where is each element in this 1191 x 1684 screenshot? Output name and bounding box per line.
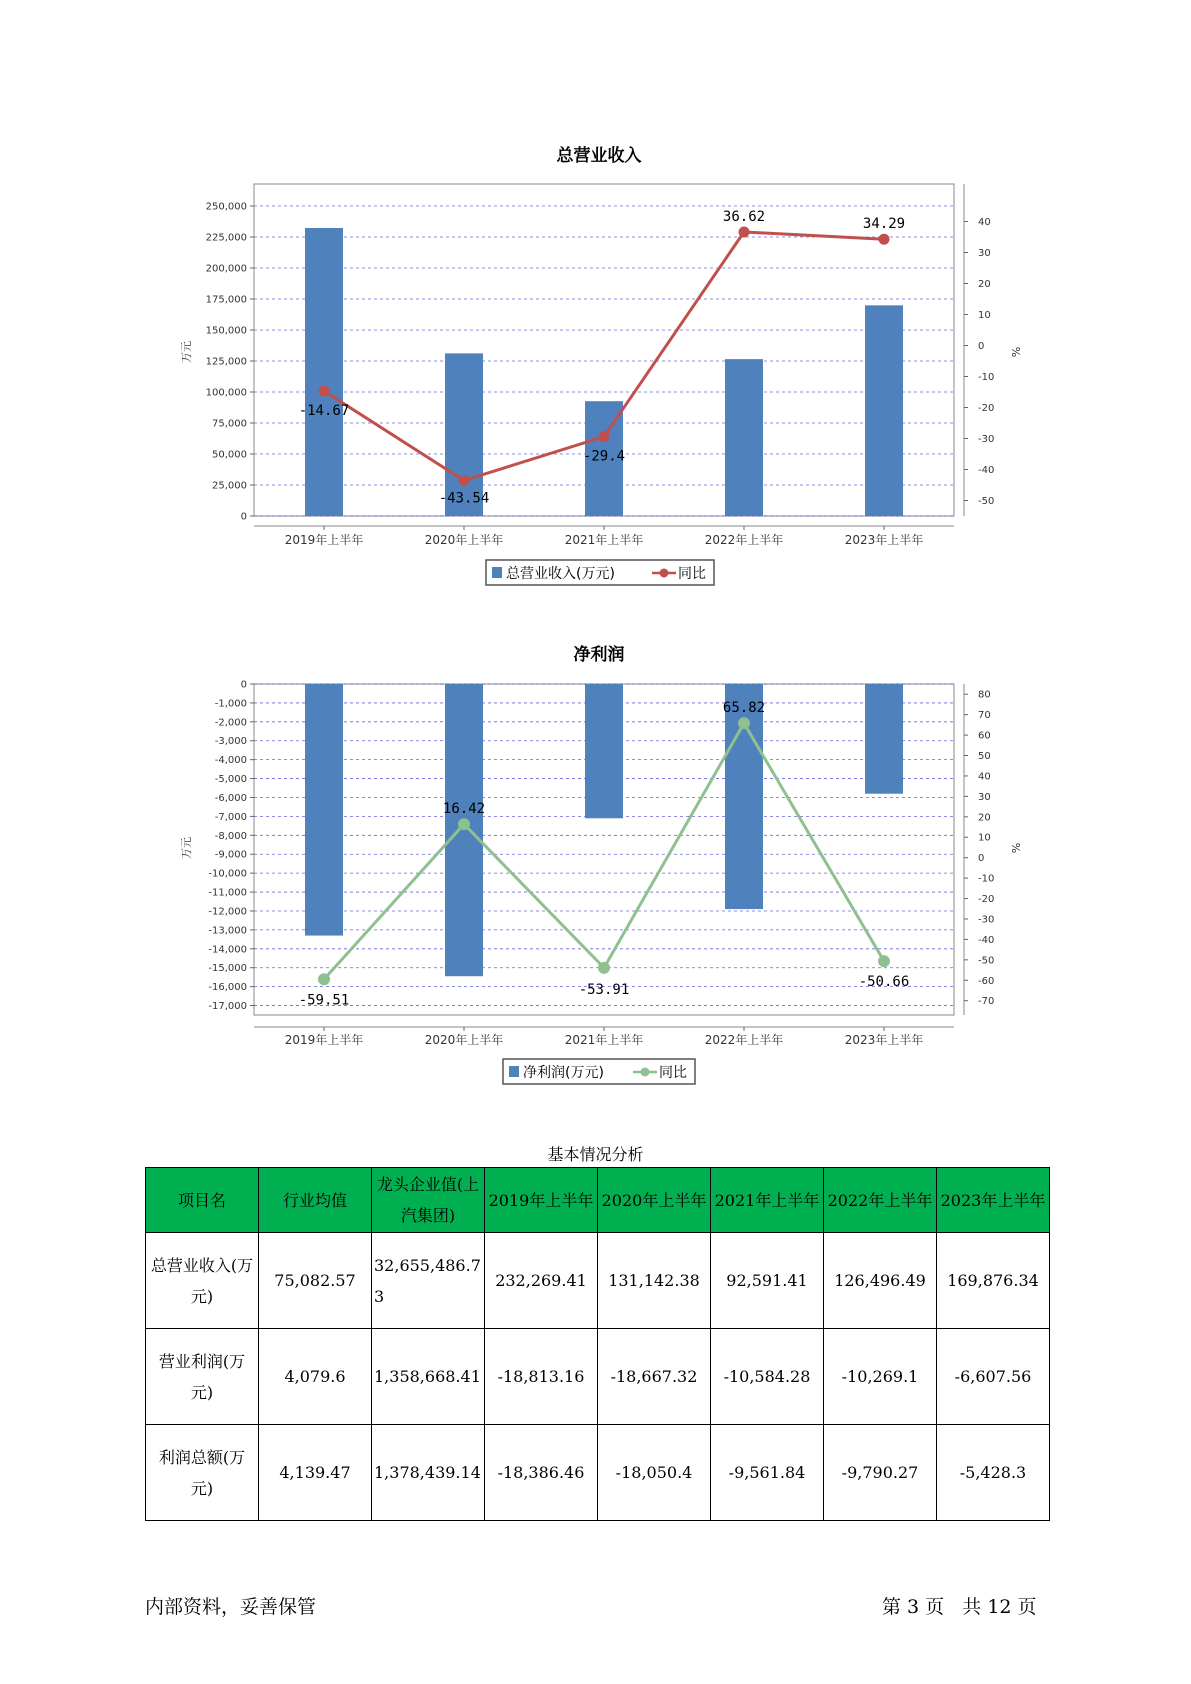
x-tick-label: 2022年上半年 — [704, 1033, 784, 1047]
y-tick-label: -5,000 — [214, 774, 247, 786]
y-tick-label: 225,000 — [205, 232, 247, 244]
y2-tick-label: -20 — [978, 894, 995, 906]
y2-tick-label: 70 — [978, 710, 991, 722]
x-tick-label: 2019年上半年 — [284, 533, 364, 547]
bar — [865, 684, 903, 794]
yoy-data-label: -29.4 — [582, 448, 626, 465]
y-axis-label: 万元 — [180, 837, 193, 859]
yoy-data-label: -50.66 — [858, 974, 910, 991]
yoy-data-label: -59.51 — [298, 992, 350, 1009]
industry-avg-cell: 75,082.57 — [259, 1233, 372, 1329]
yoy-point — [458, 818, 470, 830]
y-tick-label: -14,000 — [208, 944, 247, 956]
basic-analysis-table — [145, 1167, 1050, 1521]
table-row — [146, 1233, 1050, 1329]
y-tick-label: 25,000 — [212, 480, 247, 492]
y2-tick-label: 50 — [978, 751, 991, 763]
y2-tick-label: -10 — [978, 873, 995, 885]
chart-title: 净利润 — [573, 645, 625, 665]
y2-tick-label: -20 — [978, 403, 995, 414]
y2-tick-label: -50 — [978, 955, 995, 967]
leader-value-cell: 32,655,486.73 — [372, 1233, 485, 1329]
table-row — [146, 1329, 1050, 1425]
leader-value-cell: 1,378,439.14 — [372, 1425, 485, 1521]
y2-tick-label: -50 — [978, 496, 995, 507]
value-cell: 92,591.41 — [711, 1233, 824, 1329]
leader-value-cell: 1,358,668.41 — [372, 1329, 485, 1425]
y-tick-label: -4,000 — [214, 755, 247, 767]
chart-title: 总营业收入 — [556, 146, 642, 166]
x-tick-label: 2023年上半年 — [844, 533, 924, 547]
y-tick-label: -10,000 — [208, 868, 247, 880]
value-cell: -18,050.4 — [598, 1425, 711, 1521]
x-tick-label: 2020年上半年 — [424, 533, 504, 547]
yoy-data-label: 36.62 — [722, 208, 766, 225]
y2-tick-label: -30 — [978, 914, 995, 926]
y-tick-label: 100,000 — [205, 387, 247, 399]
header-cell: 行业均值 — [259, 1168, 372, 1233]
yoy-data-label: 34.29 — [862, 216, 906, 233]
y-tick-label: 50,000 — [212, 449, 247, 461]
yoy-point — [738, 717, 750, 729]
yoy-point — [878, 955, 890, 967]
footer-page-number: 第 3 页 共 12 页 — [882, 1596, 1037, 1618]
bar — [305, 684, 343, 936]
y-tick-label: 0 — [240, 679, 247, 691]
value-cell: -10,584.28 — [711, 1329, 824, 1425]
value-cell: -9,790.27 — [824, 1425, 937, 1521]
y2-tick-label: 60 — [978, 730, 991, 742]
y-tick-label: 150,000 — [205, 325, 247, 337]
row-name-cell: 总营业收入(万元) — [146, 1233, 259, 1329]
y-tick-label: -3,000 — [214, 736, 247, 748]
legend-swatch-dot — [641, 1068, 650, 1077]
industry-avg-cell: 4,139.47 — [259, 1425, 372, 1521]
y-tick-label: 250,000 — [205, 201, 247, 213]
y2-tick-label: 10 — [978, 310, 991, 321]
yoy-point — [318, 973, 330, 985]
legend-bar-label: 净利润(万元) — [523, 1065, 604, 1081]
y2-tick-label: -10 — [978, 372, 995, 383]
y2-tick-label: -40 — [978, 934, 995, 946]
header-cell: 2020年上半年 — [598, 1168, 711, 1233]
y-tick-label: -12,000 — [208, 906, 247, 918]
value-cell: -18,667.32 — [598, 1329, 711, 1425]
header-cell: 2021年上半年 — [711, 1168, 824, 1233]
value-cell: -9,561.84 — [711, 1425, 824, 1521]
value-cell: 232,269.41 — [485, 1233, 598, 1329]
y2-tick-label: 20 — [978, 812, 991, 824]
y-tick-label: -13,000 — [208, 925, 247, 937]
y2-tick-label: 40 — [978, 217, 991, 228]
header-cell: 2023年上半年 — [937, 1168, 1050, 1233]
value-cell: -18,813.16 — [485, 1329, 598, 1425]
chart-legend — [503, 1059, 695, 1084]
y-tick-label: -17,000 — [208, 1001, 247, 1013]
y2-tick-label: 10 — [978, 832, 991, 844]
row-name-cell: 利润总额(万元) — [146, 1425, 259, 1521]
y2-tick-label: 0 — [978, 341, 985, 352]
y2-tick-label: -40 — [978, 465, 995, 476]
y-tick-label: -1,000 — [214, 698, 247, 710]
y-tick-label: -16,000 — [208, 982, 247, 994]
header-cell: 2022年上半年 — [824, 1168, 937, 1233]
row-name-cell: 营业利润(万元) — [146, 1329, 259, 1425]
y-tick-label: -2,000 — [214, 717, 247, 729]
industry-avg-cell: 4,079.6 — [259, 1329, 372, 1425]
legend-swatch-bar — [509, 1066, 519, 1077]
legend-bar-label: 总营业收入(万元) — [506, 566, 615, 582]
table-row — [146, 1425, 1050, 1521]
yoy-data-label: 16.42 — [442, 801, 486, 818]
y2-tick-label: -70 — [978, 996, 995, 1008]
x-tick-label: 2021年上半年 — [564, 1033, 644, 1047]
x-tick-label: 2021年上半年 — [564, 533, 644, 547]
legend-line-label: 同比 — [678, 566, 706, 582]
table-caption: 基本情况分析 — [547, 1145, 644, 1164]
yoy-data-label: -53.91 — [578, 981, 630, 998]
y-tick-label: -6,000 — [214, 792, 247, 804]
value-cell: 131,142.38 — [598, 1233, 711, 1329]
y-tick-label: -11,000 — [208, 887, 247, 899]
y2-tick-label: -60 — [978, 975, 995, 987]
yoy-point — [598, 962, 610, 974]
y2-tick-label: 0 — [978, 853, 985, 865]
y2-tick-label: 80 — [978, 689, 991, 701]
header-cell: 龙头企业值(上汽集团) — [372, 1168, 485, 1233]
y-axis-label: 万元 — [180, 341, 193, 363]
value-cell: -10,269.1 — [824, 1329, 937, 1425]
y-tick-label: -15,000 — [208, 963, 247, 975]
x-tick-label: 2022年上半年 — [704, 533, 784, 547]
value-cell: -5,428.3 — [937, 1425, 1050, 1521]
value-cell: 126,496.49 — [824, 1233, 937, 1329]
header-cell: 项目名 — [146, 1168, 259, 1233]
y-tick-label: 125,000 — [205, 356, 247, 368]
y-tick-label: -9,000 — [214, 849, 247, 861]
y2-tick-label: -30 — [978, 434, 995, 445]
yoy-data-label: -43.54 — [438, 490, 490, 507]
value-cell: -18,386.46 — [485, 1425, 598, 1521]
y2-tick-label: 20 — [978, 279, 991, 290]
y-tick-label: -7,000 — [214, 811, 247, 823]
y2-axis-label: % — [1009, 842, 1022, 854]
y-tick-label: 75,000 — [212, 418, 247, 430]
y-tick-label: 0 — [240, 511, 247, 523]
yoy-data-label: -14.67 — [298, 402, 350, 419]
y2-tick-label: 30 — [978, 791, 991, 803]
y-tick-label: -8,000 — [214, 830, 247, 842]
y2-tick-label: 30 — [978, 248, 991, 259]
plot-area — [208, 680, 994, 1048]
table-header-row — [146, 1168, 1050, 1233]
x-tick-label: 2019年上半年 — [284, 1033, 364, 1047]
y2-tick-label: 40 — [978, 771, 991, 783]
y-tick-label: 200,000 — [205, 263, 247, 275]
header-cell: 2019年上半年 — [485, 1168, 598, 1233]
footer-confidential-note: 内部资料，妥善保管 — [145, 1596, 317, 1618]
y-tick-label: 175,000 — [205, 294, 247, 306]
yoy-data-label: 65.82 — [722, 700, 766, 717]
value-cell: -6,607.56 — [937, 1329, 1050, 1425]
value-cell: 169,876.34 — [937, 1233, 1050, 1329]
bar — [585, 684, 623, 818]
y2-axis-label: % — [1009, 346, 1022, 358]
x-tick-label: 2023年上半年 — [844, 1033, 924, 1047]
x-tick-label: 2020年上半年 — [424, 1033, 504, 1047]
legend-line-label: 同比 — [659, 1065, 687, 1081]
